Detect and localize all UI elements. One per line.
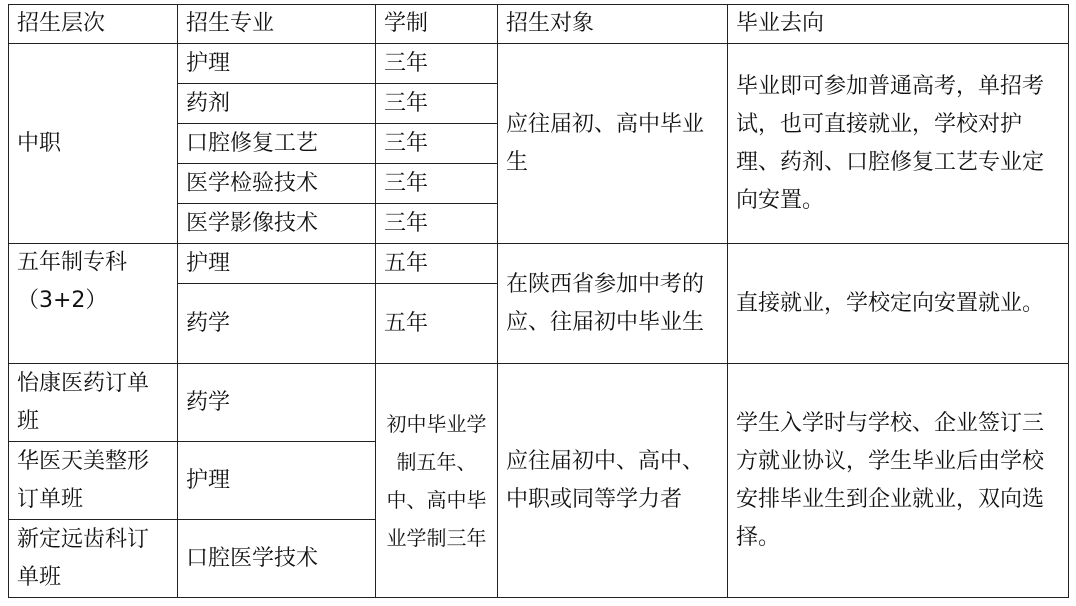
duration-cell: 三年 [376, 44, 498, 84]
duration-cell: 三年 [376, 204, 498, 244]
header-duration: 学制 [376, 5, 498, 44]
duration-cell: 三年 [376, 164, 498, 204]
level-cell: 新定远齿科订单班 [9, 520, 178, 598]
major-cell: 医学影像技术 [178, 204, 376, 244]
header-destination: 毕业去向 [728, 5, 1069, 44]
destination-cell: 直接就业，学校定向安置就业。 [728, 244, 1069, 364]
duration-cell: 初中毕业学制五年、中、高中毕业学制三年 [376, 364, 498, 598]
major-cell: 护理 [178, 442, 376, 520]
header-target: 招生对象 [498, 5, 728, 44]
major-cell: 药剂 [178, 84, 376, 124]
target-cell: 应往届初、高中毕业生 [498, 44, 728, 244]
destination-cell: 毕业即可参加普通高考，单招考试，也可直接就业，学校对护理、药剂、口腔修复工艺专业定向安置。 [728, 44, 1069, 244]
major-cell: 口腔医学技术 [178, 520, 376, 598]
duration-cell: 三年 [376, 124, 498, 164]
level-cell: 怡康医药订单班 [9, 364, 178, 442]
level-cell: 华医天美整形订单班 [9, 442, 178, 520]
table-row [9, 44, 1069, 84]
table-row [9, 244, 1069, 284]
level-cell: 五年制专科（3+2） [9, 244, 178, 364]
target-cell: 应往届初中、高中、中职或同等学力者 [498, 364, 728, 598]
major-cell: 护理 [178, 44, 376, 84]
table-row [9, 364, 1069, 442]
destination-cell: 学生入学时与学校、企业签订三方就业协议，学生毕业后由学校安排毕业生到企业就业，双向选择。 [728, 364, 1069, 598]
major-cell: 药学 [178, 364, 376, 442]
target-cell: 在陕西省参加中考的应、往届初中毕业生 [498, 244, 728, 364]
major-cell: 护理 [178, 244, 376, 284]
duration-cell: 三年 [376, 84, 498, 124]
enrollment-table-container [8, 4, 1069, 598]
major-cell: 医学检验技术 [178, 164, 376, 204]
duration-cell: 五年 [376, 244, 498, 284]
header-row [9, 5, 1069, 44]
major-cell: 药学 [178, 284, 376, 364]
header-level: 招生层次 [9, 5, 178, 44]
level-cell: 中职 [9, 44, 178, 244]
header-major: 招生专业 [178, 5, 376, 44]
enrollment-table [8, 4, 1069, 598]
major-cell: 口腔修复工艺 [178, 124, 376, 164]
duration-cell: 五年 [376, 284, 498, 364]
